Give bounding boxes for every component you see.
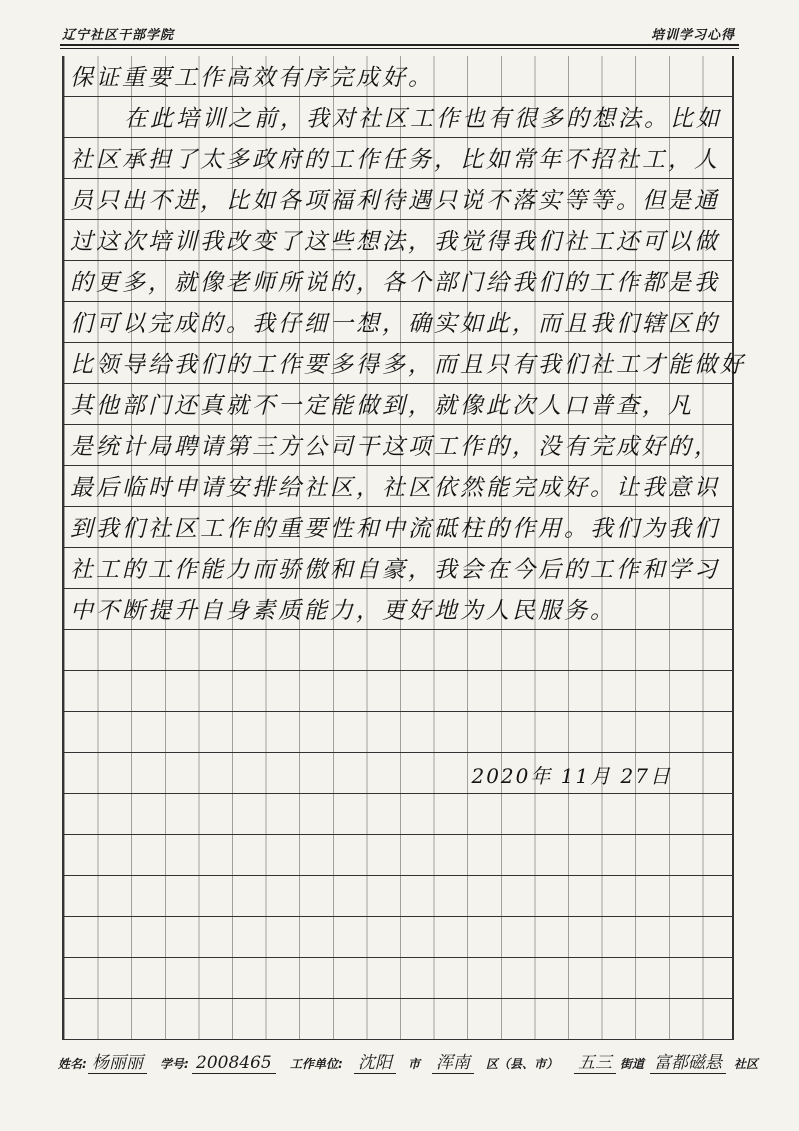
grid-row xyxy=(64,999,732,1040)
writing-grid xyxy=(62,56,746,1040)
grid-row xyxy=(64,466,732,507)
street-suffix: 街道 xyxy=(620,1057,645,1071)
grid-row xyxy=(64,671,732,712)
grid-row xyxy=(64,425,732,466)
grid-row xyxy=(64,958,732,999)
grid-row xyxy=(64,548,732,589)
handwritten-line: 是统计局聘请第三方公司干这项工作的，没有完成好的， xyxy=(70,434,720,460)
community-value: 富都磁悬 xyxy=(650,1048,726,1074)
grid-row xyxy=(64,179,732,220)
handwritten-line: 比领导给我们的工作要多得多，而且只有我们社工才能做好 xyxy=(70,352,746,378)
handwritten-line: 中不断提升自身素质能力，更好地为人民服务。 xyxy=(70,598,616,624)
grid-row xyxy=(64,138,732,179)
grid-row xyxy=(64,917,732,958)
grid-row xyxy=(64,261,732,302)
grid-row xyxy=(64,712,732,753)
grid-row xyxy=(64,507,732,548)
student-id-label: 学号: xyxy=(160,1057,189,1071)
handwritten-line: 员只出不进，比如各项福利待遇只说不落实等等。但是通 xyxy=(70,188,720,214)
handwritten-line: 社区承担了太多政府的工作任务，比如常年不招社工，人 xyxy=(70,147,720,173)
grid-row xyxy=(64,97,732,138)
name-label: 姓名: xyxy=(58,1057,87,1071)
city-value: 沈阳 xyxy=(354,1048,396,1074)
grid-row xyxy=(64,876,732,917)
grid-row xyxy=(64,794,732,835)
page-header xyxy=(0,0,799,48)
grid-row xyxy=(64,630,732,671)
grid-row xyxy=(64,753,732,794)
header-rule xyxy=(60,44,739,49)
signature-date: 2020年 11月 27日 xyxy=(471,764,672,788)
name-value: 杨丽丽 xyxy=(88,1048,147,1074)
handwritten-line: 们可以完成的。我仔细一想，确实如此，而且我们辖区的 xyxy=(70,311,720,337)
city-suffix: 市 xyxy=(408,1057,421,1071)
street-value: 五三 xyxy=(574,1048,616,1074)
grid-row xyxy=(64,384,732,425)
handwritten-line: 社工的工作能力而骄傲和自豪，我会在今后的工作和学习 xyxy=(70,557,720,583)
grid-row xyxy=(64,343,746,384)
student-info-footer xyxy=(58,1046,758,1076)
grid-row xyxy=(64,56,732,97)
institution-name: 辽宁社区干部学院 xyxy=(62,28,175,43)
handwritten-line: 在此培训之前，我对社区工作也有很多的想法。比如 xyxy=(124,106,722,132)
community-suffix: 社区 xyxy=(734,1057,759,1071)
work-unit-label: 工作单位: xyxy=(290,1057,343,1071)
document-title: 培训学习心得 xyxy=(650,28,735,43)
grid-row xyxy=(64,589,732,630)
grid-row xyxy=(64,220,732,261)
district-suffix: 区（县、市） xyxy=(486,1057,559,1071)
student-id-value: 2008465 xyxy=(192,1053,276,1074)
handwritten-line: 保证重要工作高效有序完成好。 xyxy=(70,65,434,91)
handwritten-line: 过这次培训我改变了这些想法，我觉得我们社工还可以做 xyxy=(70,229,720,255)
handwritten-line: 的更多，就像老师所说的，各个部门给我们的工作都是我 xyxy=(70,270,720,296)
district-value: 浑南 xyxy=(432,1048,474,1074)
handwritten-line: 到我们社区工作的重要性和中流砥柱的作用。我们为我们 xyxy=(70,516,720,542)
handwritten-line: 其他部门还真就不一定能做到，就像此次人口普查，凡 xyxy=(70,393,694,419)
grid-row xyxy=(64,302,732,343)
handwritten-line: 最后临时申请安排给社区，社区依然能完成好。让我意识 xyxy=(70,475,720,501)
grid-row xyxy=(64,835,732,876)
